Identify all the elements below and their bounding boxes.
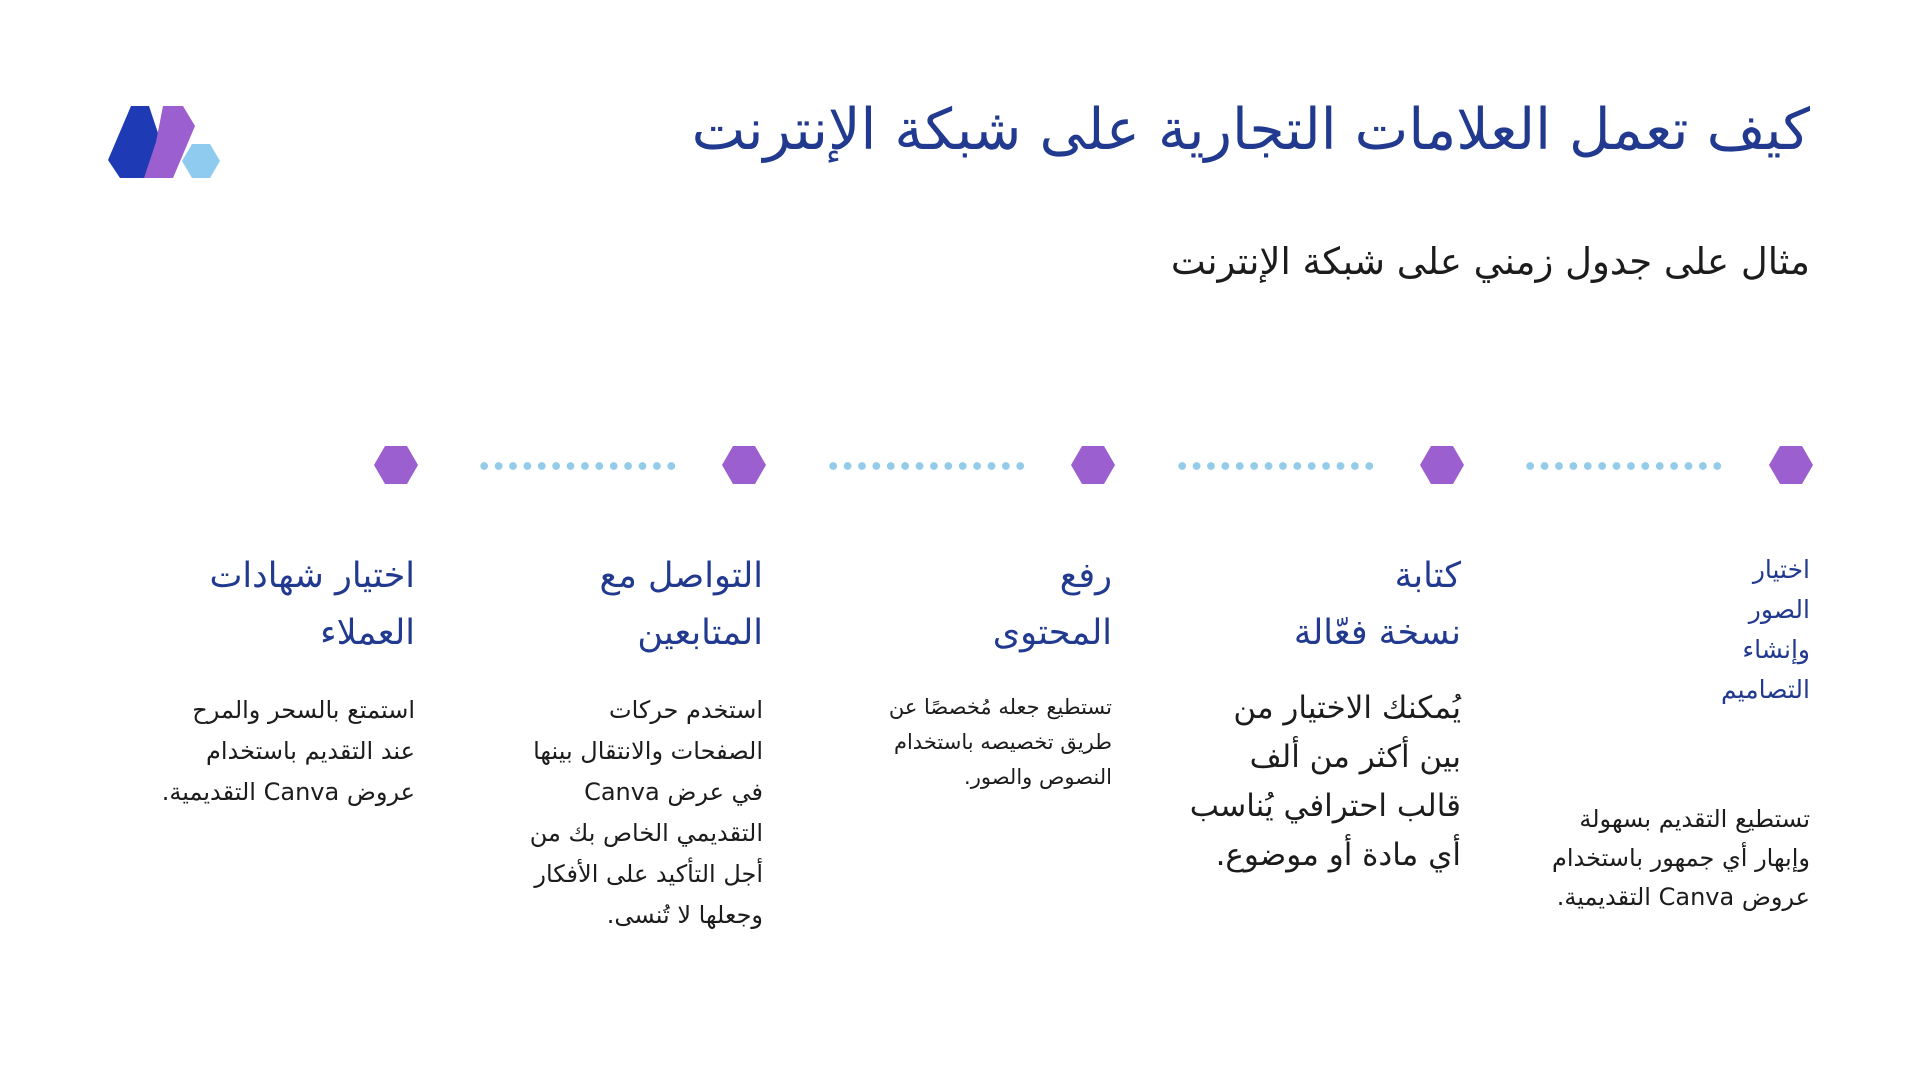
timeline-step-4-title: التواصل مع المتابعين	[599, 556, 763, 653]
timeline-hexagon-5	[374, 446, 418, 484]
timeline-dotted-connector-1	[1523, 462, 1725, 470]
timeline-hexagon-1	[1769, 446, 1813, 484]
page-subtitle: مثال على جدول زمني على شبكة الإنترنت	[1170, 240, 1810, 283]
timeline-hexagon-2	[1420, 446, 1464, 484]
brand-logo-icon	[108, 106, 228, 178]
timeline-hexagon-3	[1071, 446, 1115, 484]
timeline-step-1-description: تستطيع التقديم بسهولة وإبهار أي جمهور باستخدام عروض Canva التقديمية.	[1552, 805, 1810, 911]
timeline-step-3-description: تستطيع جعله مُخصصًا عن طريق تخصيصه باستخدام النصوص والصور.	[888, 695, 1112, 789]
timeline-step-1-title: اختيار الصور وإنشاء التصاميم	[1721, 555, 1810, 704]
timeline-dotted-connector-3	[826, 462, 1028, 470]
logo-light-blue-hexagon	[182, 144, 220, 178]
timeline-step-3-title: رفع المحتوى	[992, 556, 1112, 653]
page-title: كيف تعمل العلامات التجارية على شبكة الإنترنت	[691, 97, 1810, 163]
timeline-step-4-description: استخدم حركات الصفحات والانتقال بينها في عرض Canva التقديمي الخاص بك من أجل التأكيد على الأفكار وجعلها لا تُنسى.	[529, 696, 763, 929]
timeline-dotted-connector-4	[477, 462, 679, 470]
timeline-step-5-title: اختيار شهادات العملاء	[209, 556, 415, 653]
timeline-step-2-description: يُمكنك الاختيار من بين أكثر من ألف قالب احترافي يُناسب أي مادة أو موضوع.	[1189, 690, 1461, 873]
timeline-dotted-connector-2	[1175, 462, 1377, 470]
timeline-step-2-title: كتابة نسخة فعّالة	[1293, 556, 1461, 653]
timeline-hexagon-4	[722, 446, 766, 484]
timeline-step-5-description: استمتع بالسحر والمرح عند التقديم باستخدام عروض Canva التقديمية.	[161, 696, 415, 806]
